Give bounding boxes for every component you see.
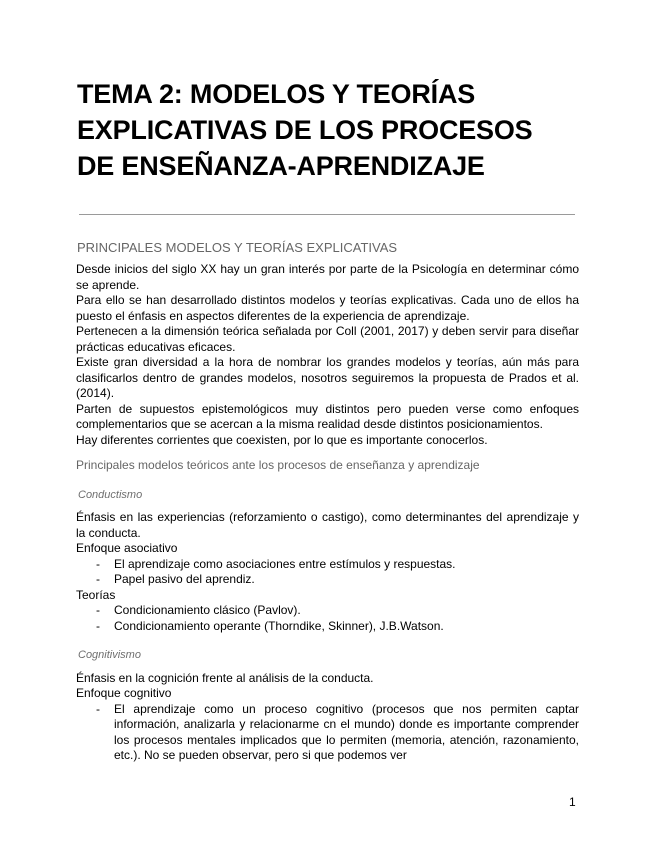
document-body (76, 262, 579, 764)
conductismo-heading: Conductismo (78, 488, 143, 501)
conductismo-approach-label: Enfoque asociativo (76, 541, 178, 555)
list-item-text: Condicionamiento clásico (Pavlov). (114, 603, 301, 617)
list-item-text: El aprendizaje como asociaciones entre estímulos y respuestas. (114, 556, 456, 571)
title-divider (79, 214, 575, 215)
conductismo-approach-list (76, 557, 579, 588)
conductismo-description: Énfasis en las experiencias (reforzamiento o castigo), como determinantes del aprendizaje y la conducta. (76, 510, 579, 540)
cognitivismo-heading: Cognitivismo (78, 649, 141, 661)
section-heading: PRINCIPALES MODELOS Y TEORÍAS EXPLICATIVAS (77, 240, 398, 255)
list-item (76, 572, 579, 588)
list-item-text: Papel pasivo del aprendiz. (114, 572, 255, 586)
bullet-dash: - (96, 701, 100, 716)
list-item (76, 557, 579, 573)
list-item (76, 702, 579, 764)
intro-paragraph: Desde inicios del siglo XX hay un gran interés por parte de la Psicología en determinar cómo se aprende. (76, 262, 579, 292)
intro-paragraph: Parten de supuestos epistemológicos muy distintos pero pueden verse como enfoques complementarios que se acercan a la misma realidad desde distintos posicionamientos. (76, 401, 579, 431)
list-item-text: Condicionamiento operante (Thorndike, Skinner), J.B.Watson. (114, 618, 444, 633)
conductismo-theories-label: Teorías (76, 587, 116, 602)
page-number: 1 (569, 795, 576, 809)
cognitivismo-approach-list (76, 702, 579, 764)
title-line: EXPLICATIVAS DE LOS PROCESOS (77, 115, 533, 145)
title-line: TEMA 2: MODELOS Y TEORÍAS (77, 79, 476, 109)
intro-paragraph: Pertenecen a la dimensión teórica señalada por Coll (2001, 2017) y deben servir para diseñar prácticas educativas eficaces. (76, 324, 579, 354)
models-subheading: Principales modelos teóricos ante los procesos de enseñanza y aprendizaje (76, 458, 480, 472)
spacer (76, 634, 579, 640)
bullet-dash: - (96, 618, 100, 633)
cognitivismo-approach-label: Enfoque cognitivo (76, 686, 172, 700)
intro-paragraph: Existe gran diversidad a la hora de nombrar los grandes modelos y teorías, aún más para clasificarlos dentro de grandes modelos, nosotros seguiremos la propuesta de Prados et al. (2014). (76, 355, 579, 400)
conductismo-theories-list (76, 603, 579, 634)
bullet-dash: - (96, 572, 100, 586)
bullet-dash: - (96, 556, 100, 571)
title-line: DE ENSEÑANZA-APRENDIZAJE (77, 151, 485, 181)
list-item (76, 619, 579, 635)
document-title (77, 76, 597, 184)
bullet-dash: - (96, 603, 100, 617)
cognitivismo-description: Énfasis en la cognición frente al análisis de la conducta. (76, 670, 374, 685)
list-item-text: El aprendizaje como un proceso cognitivo (procesos que nos permiten captar información, analizarla y relacionarme cn el mundo) donde es importante comprender los procesos mentales implicados que lo permiten (memoria, atención, razonamiento, etc.). No se pueden observar, pero si que podemos ver (114, 701, 579, 762)
list-item (76, 603, 579, 619)
intro-paragraph: Para ello se han desarrollado distintos modelos y teorías explicativas. Cada uno de ellos ha puesto el énfasis en aspectos diferentes de la experiencia de aprendizaje. (76, 293, 579, 323)
intro-paragraph: Hay diferentes corrientes que coexisten, por lo que es importante conocerlos. (76, 432, 488, 447)
